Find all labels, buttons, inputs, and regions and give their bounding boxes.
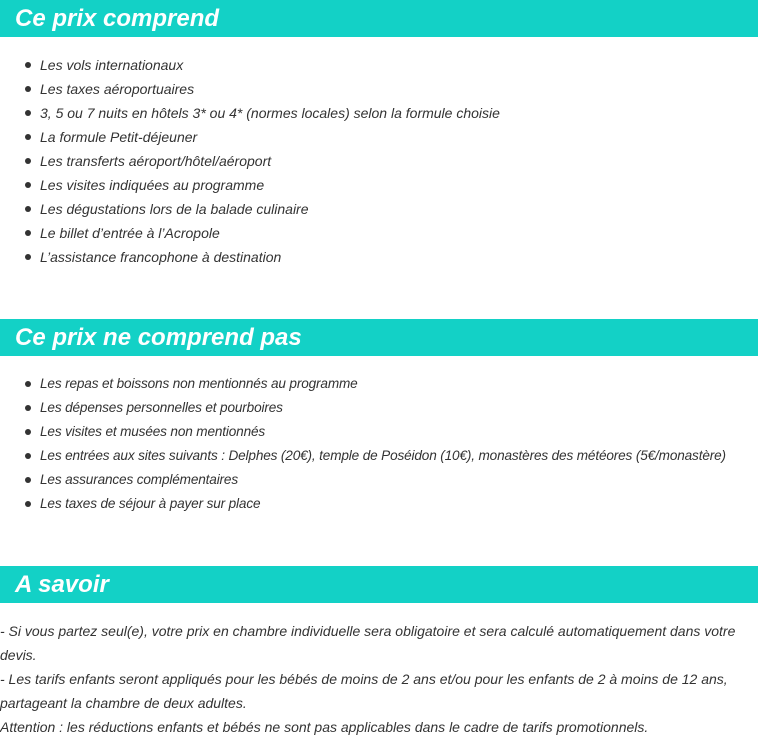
bullet-icon bbox=[25, 158, 31, 164]
list-item-text: Les taxes aéroportuaires bbox=[40, 81, 195, 97]
info-paragraph: Attention : les réductions enfants et bébés ne sont pas applicables dans le cadre de tarifs promotionnels. bbox=[0, 719, 649, 735]
list-item bbox=[0, 149, 758, 173]
list-item bbox=[0, 53, 758, 77]
list-item-text: Les visites indiquées au programme bbox=[40, 177, 265, 193]
list-item bbox=[0, 101, 758, 125]
includes-list bbox=[0, 53, 758, 269]
list-item-text: Les repas et boissons non mentionnés au programme bbox=[40, 376, 358, 391]
bullet-icon bbox=[25, 110, 31, 116]
list-item bbox=[0, 173, 758, 197]
list-item bbox=[0, 420, 758, 444]
list-item bbox=[0, 444, 758, 468]
includes-section bbox=[0, 0, 758, 269]
info-text bbox=[0, 619, 758, 739]
info-title: A savoir bbox=[0, 566, 758, 603]
list-item-text: Les taxes de séjour à payer sur place bbox=[40, 496, 261, 511]
bullet-icon bbox=[25, 429, 31, 435]
list-item-text: Les vols internationaux bbox=[40, 57, 184, 73]
bullet-icon bbox=[25, 62, 31, 68]
info-paragraph: - Les tarifs enfants seront appliqués pour les bébés de moins de 2 ans et/ou pour les enfants de 2 à moins de 12 ans, partageant la chambre de deux adultes. bbox=[0, 671, 728, 711]
bullet-icon bbox=[25, 86, 31, 92]
bullet-icon bbox=[25, 206, 31, 212]
list-item-text: Les visites et musées non mentionnés bbox=[40, 424, 266, 439]
list-item bbox=[0, 372, 758, 396]
bullet-icon bbox=[25, 254, 31, 260]
includes-title: Ce prix comprend bbox=[0, 0, 758, 37]
list-item-text: Les dépenses personnelles et pourboires bbox=[40, 400, 283, 415]
list-item-text: Les transferts aéroport/hôtel/aéroport bbox=[40, 153, 272, 169]
list-item-text: La formule Petit-déjeuner bbox=[40, 129, 198, 145]
bullet-icon bbox=[25, 381, 31, 387]
list-item bbox=[0, 492, 758, 516]
info-section bbox=[0, 566, 758, 739]
bullet-icon bbox=[25, 405, 31, 411]
bullet-icon bbox=[25, 453, 31, 459]
list-item bbox=[0, 125, 758, 149]
list-item-text: Les dégustations lors de la balade culinaire bbox=[40, 201, 309, 217]
list-item bbox=[0, 245, 758, 269]
list-item-text: 3, 5 ou 7 nuits en hôtels 3* ou 4* (normes locales) selon la formule choisie bbox=[40, 105, 500, 121]
list-item-text: L’assistance francophone à destination bbox=[40, 249, 282, 265]
info-paragraph: - Si vous partez seul(e), votre prix en chambre individuelle sera obligatoire et sera calculé automatiquement dans votre devis. bbox=[0, 623, 736, 663]
bullet-icon bbox=[25, 230, 31, 236]
list-item bbox=[0, 396, 758, 420]
bullet-icon bbox=[25, 134, 31, 140]
list-item bbox=[0, 221, 758, 245]
bullet-icon bbox=[25, 477, 31, 483]
excludes-list bbox=[0, 372, 758, 516]
list-item bbox=[0, 468, 758, 492]
list-item bbox=[0, 77, 758, 101]
bullet-icon bbox=[25, 182, 31, 188]
list-item-text: Les assurances complémentaires bbox=[40, 472, 238, 487]
list-item bbox=[0, 197, 758, 221]
list-item-text: Les entrées aux sites suivants : Delphes (20€), temple de Poséidon (10€), monastères des météores (5€/monastère) bbox=[40, 448, 726, 463]
excludes-section bbox=[0, 319, 758, 516]
bullet-icon bbox=[25, 501, 31, 507]
list-item-text: Le billet d’entrée à l’Acropole bbox=[40, 225, 220, 241]
excludes-title: Ce prix ne comprend pas bbox=[0, 319, 758, 356]
